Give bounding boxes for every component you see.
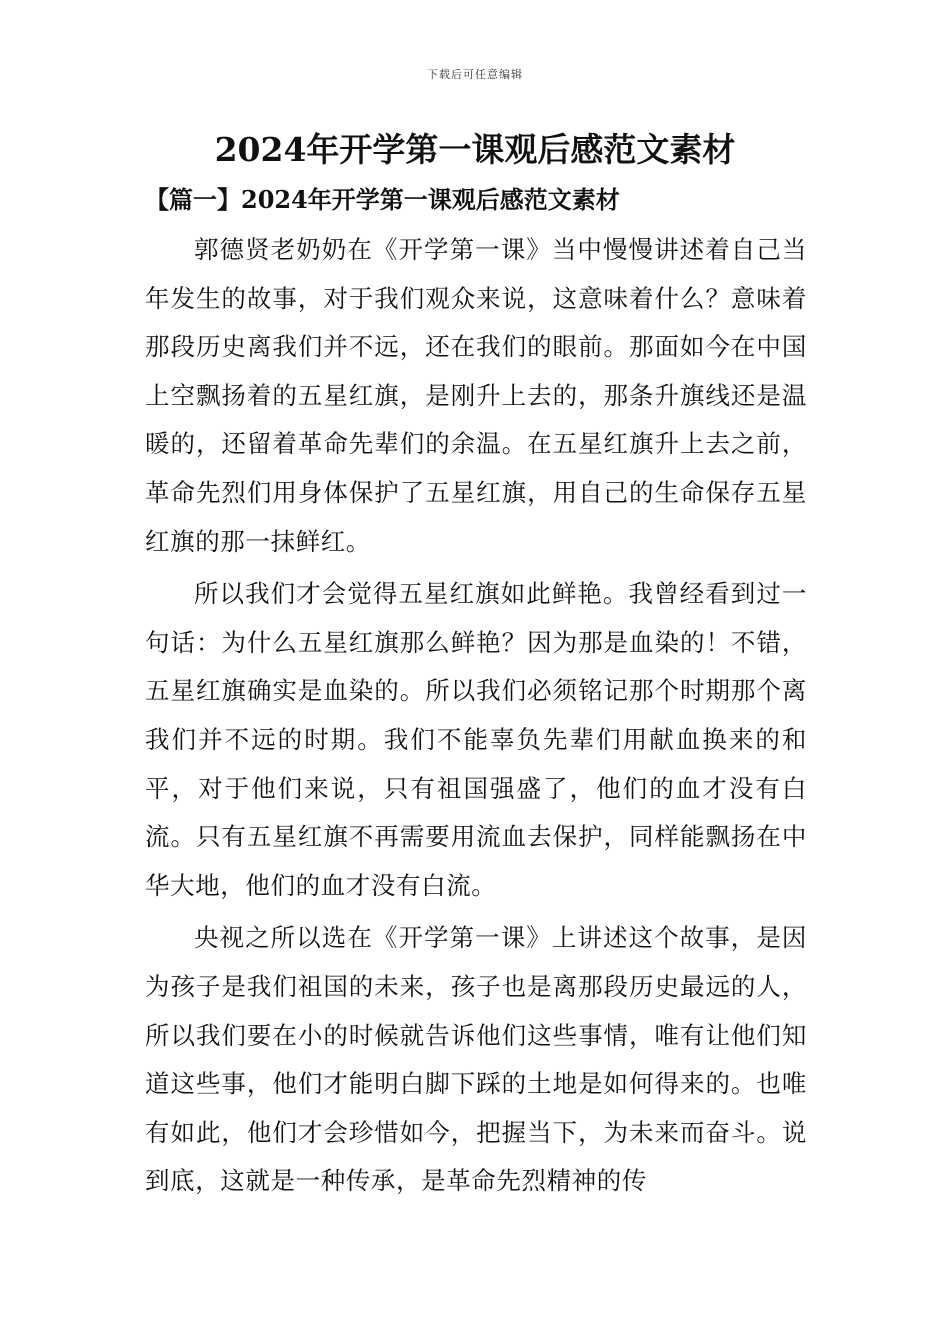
header-note: 下载后可任意编辑 bbox=[427, 68, 523, 81]
section-heading: 【篇一】2024年开学第一课观后感范文素材 bbox=[145, 185, 620, 214]
paragraph: 央视之所以选在《开学第一课》上讲述这个故事，是因为孩子是我们祖国的未来，孩子也是离那段历史最远的人，所以我们要在小的时候就告诉他们这些事情，唯有让他们知道这些事，他们才能明白脚下踩的土地是如何得来的。也唯有如此，他们才会珍惜如今，把握当下，为未来而奋斗。说到底，这就是一种传承，是革命先烈精神的传 bbox=[145, 923, 807, 1196]
document-body bbox=[145, 226, 807, 1210]
document-title: 2024年开学第一课观后感范文素材 bbox=[214, 130, 736, 169]
paragraph: 郭德贤老奶奶在《开学第一课》当中慢慢讲述着自己当年发生的故事，对于我们观众来说，这意味着什么？意味着那段历史离我们并不远，还在我们的眼前。那面如今在中国上空飘扬着的五星红旗，是刚升上去的，那条升旗线还是温暖的，还留着革命先辈们的余温。在五星红旗升上去之前，革命先烈们用身体保护了五星红旗，用自己的生命保存五星红旗的那一抹鲜红。 bbox=[145, 235, 807, 556]
paragraph: 所以我们才会觉得五星红旗如此鲜艳。我曾经看到过一句话：为什么五星红旗那么鲜艳？因为那是血染的！不错，五星红旗确实是血染的。所以我们必须铭记那个时期那个离我们并不远的时期。我们不能辜负先辈们用献血换来的和平，对于他们来说，只有祖国强盛了，他们的血才没有白流。只有五星红旗不再需要用流血去保护，同样能飘扬在中华大地，他们的血才没有白流。 bbox=[145, 579, 807, 900]
